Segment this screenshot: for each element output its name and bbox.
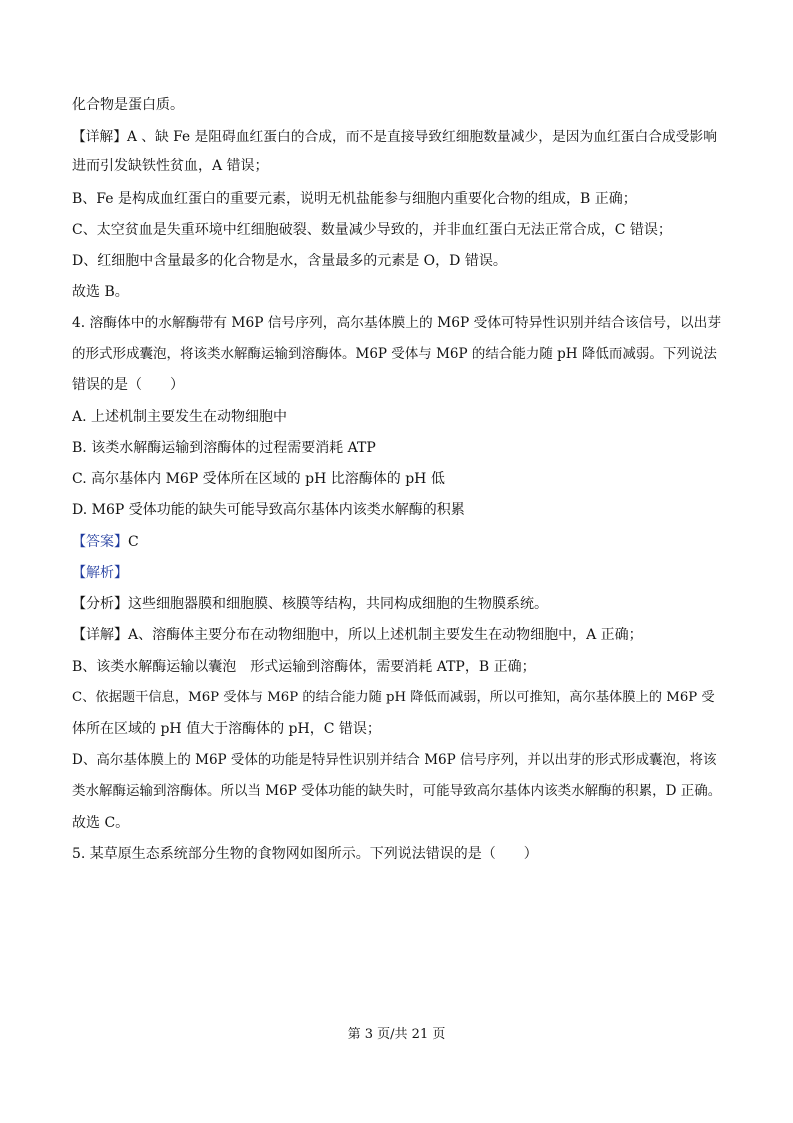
text-line bbox=[72, 689, 715, 707]
line-text: 【分析】这些细胞器膜和细胞膜、核膜等结构，共同构成细胞的生物膜系统。 bbox=[72, 596, 548, 612]
answer-line bbox=[72, 533, 139, 551]
text-line bbox=[72, 128, 717, 146]
text-line bbox=[72, 157, 269, 175]
text-line bbox=[72, 221, 672, 239]
question-stem-line bbox=[72, 345, 717, 363]
line-text: 进而引发缺铁性贫血，A 错误； bbox=[72, 158, 269, 174]
text-line bbox=[72, 720, 381, 738]
option-d bbox=[72, 501, 465, 519]
analysis-heading bbox=[72, 564, 128, 582]
question-stem-line bbox=[72, 376, 184, 394]
line-text: 体所在区域的 pH 值大于溶酶体的 pH，C 错误； bbox=[72, 721, 381, 737]
line-text: A. 上述机制主要发生在动物细胞中 bbox=[72, 409, 288, 425]
text-line bbox=[72, 190, 637, 208]
question-stem-line bbox=[72, 314, 721, 332]
line-text: C. 高尔基体内 M6P 受体所在区域的 pH 比溶酶体的 pH 低 bbox=[72, 471, 445, 487]
text-line bbox=[72, 658, 536, 676]
line-text: B、Fe 是构成血红蛋白的重要元素，说明无机盐能参与细胞内重要化合物的组成，B 正确； bbox=[72, 191, 637, 207]
answer-tag: 【答案】 bbox=[72, 534, 128, 550]
line-text: 错误的是（ ） bbox=[72, 377, 184, 393]
line-text: B. 该类水解酶运输到溶酶体的过程需要消耗 ATP bbox=[72, 440, 376, 456]
text-line bbox=[72, 96, 184, 114]
line-text: D、高尔基体膜上的 M6P 受体的功能是特异性识别并结合 M6P 信号序列，并以出芽的形式形成囊泡，将该 bbox=[72, 752, 717, 768]
line-text: 4. 溶酶体中的水解酶带有 M6P 信号序列，高尔基体膜上的 M6P 受体可特异性识别并结合该信号，以出芽 bbox=[72, 315, 722, 331]
text-line bbox=[72, 252, 507, 270]
analysis-tag: 【解析】 bbox=[72, 565, 128, 581]
text-line bbox=[72, 814, 129, 832]
text-line bbox=[72, 782, 721, 800]
line-text: B、该类水解酶运输以囊泡 形式运输到溶酶体，需要消耗 ATP，B 正确； bbox=[72, 659, 536, 675]
text-line bbox=[72, 751, 716, 769]
option-b bbox=[72, 439, 376, 457]
page-number-footer: 第 3 页/共 21 页 bbox=[347, 1027, 446, 1042]
text-line bbox=[72, 283, 129, 301]
option-c bbox=[72, 470, 445, 488]
line-text: C、依据题干信息，M6P 受体与 M6P 的结合能力随 pH 降低而减弱，所以可推知，高尔基体膜上的 M6P 受 bbox=[72, 690, 715, 705]
line-text: 化合物是蛋白质。 bbox=[72, 97, 184, 113]
line-text: 故选 C。 bbox=[72, 815, 130, 831]
line-text: 故选 B。 bbox=[72, 284, 129, 300]
line-text: 5. 某草原生态系统部分生物的食物网如图所示。下列说法错误的是（ ） bbox=[72, 846, 538, 862]
question-stem-line bbox=[72, 845, 538, 863]
line-text: 【详解】A、溶酶体主要分布在动物细胞中，所以上述机制主要发生在动物细胞中，A 正确； bbox=[72, 627, 643, 643]
line-text: 【详解】A 、缺 Fe 是阻碍血红蛋白的合成，而不是直接导致红细胞数量减少，是因为血红蛋白合成受影响 bbox=[72, 129, 717, 145]
line-text: C、太空贫血是失重环境中红细胞破裂、数量减少导致的，并非血红蛋白无法正常合成，C 错误； bbox=[72, 222, 672, 238]
line-text: D. M6P 受体功能的缺失可能导致高尔基体内该类水解酶的积累 bbox=[72, 502, 465, 518]
text-line bbox=[72, 626, 643, 644]
line-text: 类水解酶运输到溶酶体。所以当 M6P 受体功能的缺失时，可能导致高尔基体内该类水解酶的积累，D 正确。 bbox=[72, 783, 722, 799]
text-line bbox=[72, 595, 548, 613]
option-a bbox=[72, 408, 287, 426]
answer-value: C bbox=[128, 534, 139, 550]
line-text: D、红细胞中含量最多的化合物是水，含量最多的元素是 O，D 错误。 bbox=[72, 253, 507, 269]
line-text: 的形式形成囊泡，将该类水解酶运输到溶酶体。M6P 受体与 M6P 的结合能力随 pH 降低而减弱。下列说法 bbox=[72, 346, 717, 362]
